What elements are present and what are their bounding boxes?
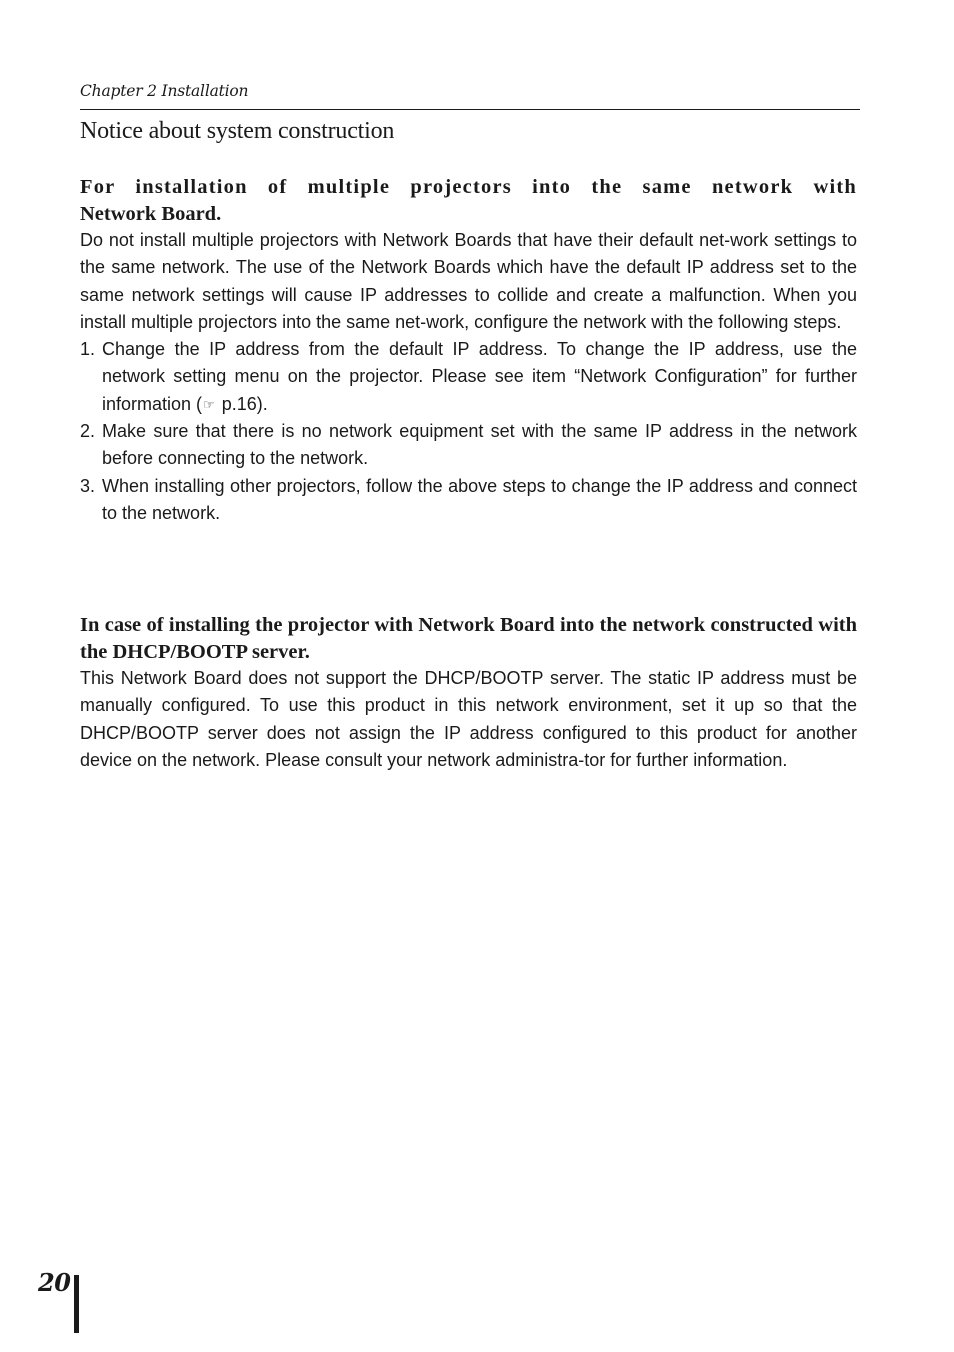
section1-heading-line2: Network Board. (80, 202, 222, 225)
section2-heading: In case of installing the projector with Network Board into the network constructed with the DHCP/BOOTP server. (80, 614, 857, 663)
section1-paragraph: Do not install multiple projectors with Network Boards that have their default net-work settings to the same network. The use of the Network Boards which have the default IP address set to the same network settings will cause IP addresses to collide and create a malfunction. When you install multiple projectors into the same net-work, configure the network with the following steps. (80, 230, 857, 332)
step-number: 1. (80, 339, 96, 360)
section-title: Notice about system construction (80, 118, 395, 144)
steps-list (80, 336, 857, 527)
section2-paragraph: This Network Board does not support the DHCP/BOOTP server. The static IP address must be manually configured. To use this product in this network environment, set it up so that the DHCP/BOOTP server does not assign the IP address configured to this product for another device on the network. Please consult your network administra-tor for further information. (80, 668, 857, 770)
page-number-bar (74, 1275, 79, 1333)
step-number: 2. (80, 421, 96, 442)
page-number: 20 (38, 1268, 71, 1297)
page-header (80, 80, 860, 110)
step-text (102, 336, 857, 418)
section-dhcp-bootp (80, 612, 857, 774)
section-multiple-projectors (80, 174, 857, 527)
list-item (80, 473, 857, 528)
list-item (80, 418, 857, 473)
section1-heading-line1: For installation of multiple projectors into the same network with (80, 176, 857, 198)
step-text-after: p.16). (216, 393, 268, 414)
step-text-before: Change the IP address from the default IP address. To change the IP address, use the network setting menu on the projector. Please see item “Network Configuration” for further information ( (102, 339, 857, 414)
pointing-hand-icon: ☞ (203, 396, 215, 412)
chapter-label: Chapter 2 Installation (80, 82, 249, 100)
step-text: When installing other projectors, follow the above steps to change the IP address and connect to the network. (102, 475, 857, 523)
list-item (80, 336, 857, 418)
step-text: Make sure that there is no network equipment set with the same IP address in the network before connecting to the network. (102, 421, 857, 469)
step-number: 3. (80, 475, 96, 496)
